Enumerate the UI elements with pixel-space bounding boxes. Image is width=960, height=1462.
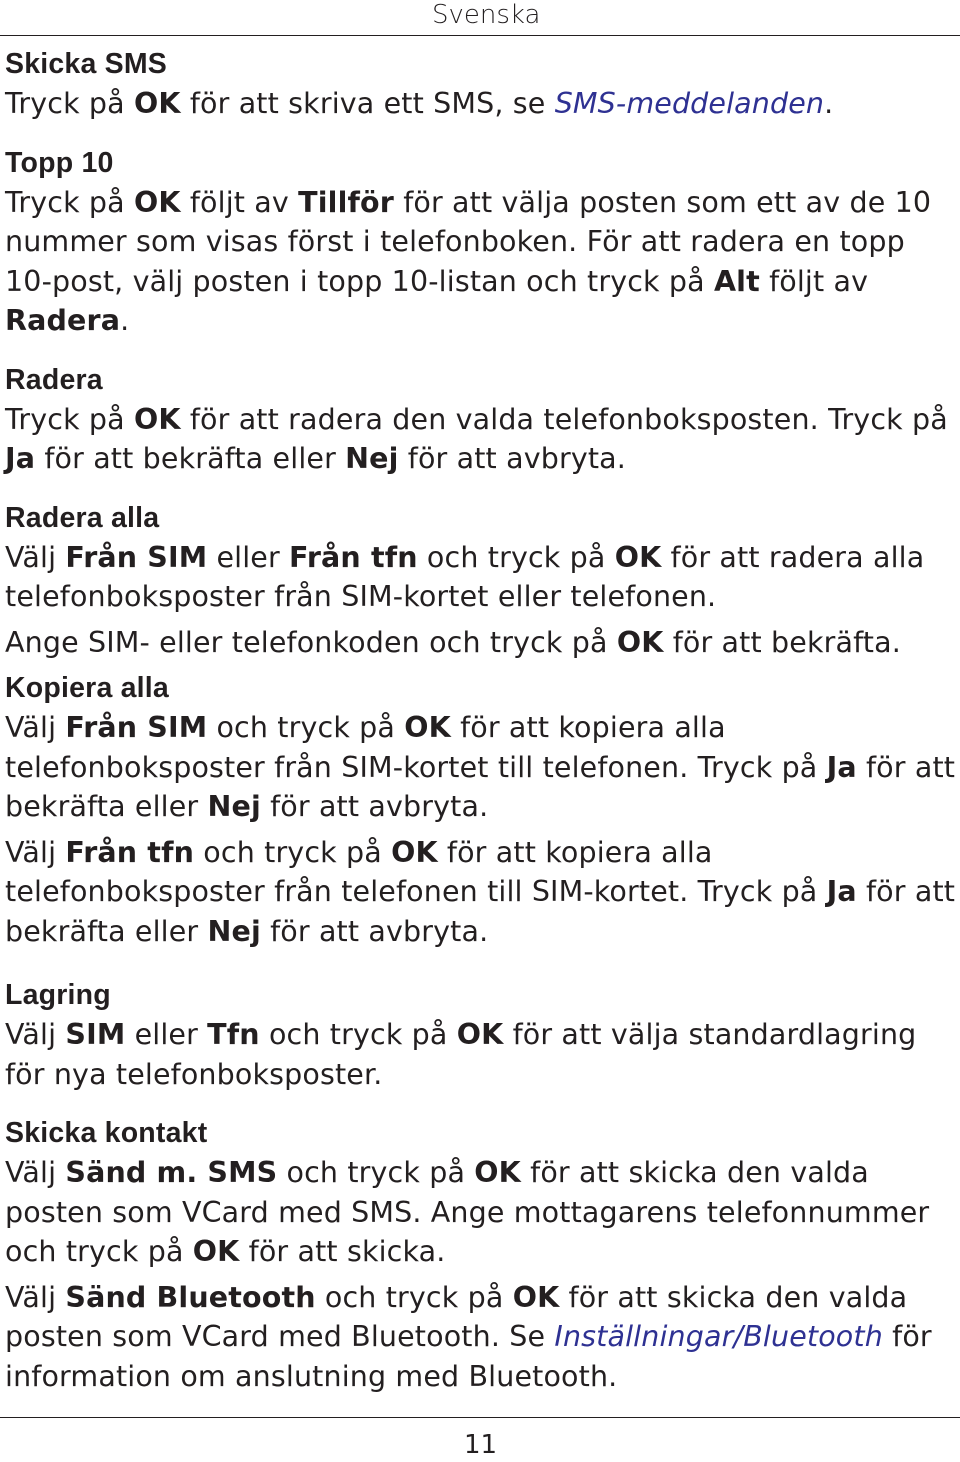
key-label: Från tfn	[65, 835, 195, 869]
text-run: Välj	[5, 1156, 66, 1189]
paragraph	[5, 183, 957, 341]
paragraph	[5, 1153, 957, 1272]
paragraph	[5, 833, 957, 952]
section-title: Skicka kontakt	[5, 1117, 208, 1149]
text-run: och tryck på	[259, 1018, 457, 1051]
text-run: följt av	[180, 185, 299, 219]
key-label: OK	[192, 1235, 240, 1268]
text-run: Tryck på	[5, 402, 135, 436]
section-radera	[5, 360, 957, 479]
header-divider	[0, 35, 960, 36]
key-label: OK	[512, 1280, 560, 1314]
text-run: och tryck på	[207, 711, 405, 744]
section-skicka-sms	[5, 44, 957, 124]
text-run: för information om anslutning med Bluetooth.	[5, 1320, 932, 1393]
text-run: och tryck på	[315, 1280, 513, 1314]
key-label: Från SIM	[65, 711, 208, 744]
key-label: Nej	[207, 914, 261, 948]
text-run: för att kopiera alla telefonboksposter från SIM-kortet till telefonen. Tryck på	[5, 711, 827, 784]
text-run: för att avbryta.	[260, 790, 489, 823]
text-run: för att bekräfta eller	[5, 750, 956, 823]
text-run: för att bekräfta.	[663, 625, 901, 659]
paragraph	[5, 538, 957, 617]
text-run: .	[824, 87, 834, 120]
key-label: OK	[404, 711, 451, 744]
text-run: för att bekräfta eller	[5, 875, 956, 948]
key-label: SIM	[65, 1018, 126, 1051]
key-label: OK	[456, 1018, 504, 1051]
key-label: Sänd m. SMS	[65, 1156, 278, 1189]
text-run: för att välja standardlagring för nya telefonboksposter.	[5, 1018, 917, 1091]
text-run: för att kopiera alla telefonboksposter från telefonen till SIM-kortet. Tryck på	[5, 835, 827, 908]
key-label: Sänd Bluetooth	[65, 1280, 316, 1314]
section-title: Radera alla	[5, 501, 160, 534]
paragraph	[5, 708, 957, 827]
text-run: för att avbryta.	[260, 914, 489, 948]
section-title: Skicka SMS	[5, 48, 168, 80]
paragraph	[5, 623, 957, 663]
text-run: Välj	[5, 835, 66, 869]
text-run: Välj	[5, 1018, 66, 1051]
key-label: Tfn	[207, 1018, 260, 1051]
paragraph	[5, 84, 957, 124]
text-run: Ange SIM- eller telefonkoden och tryck på	[5, 625, 617, 659]
text-run: Välj	[5, 711, 66, 744]
key-label: Från SIM	[65, 540, 208, 574]
text-run: för att bekräfta eller	[35, 442, 346, 475]
key-label: Radera	[5, 304, 121, 337]
cross-reference-link[interactable]: SMS-meddelanden	[554, 87, 825, 120]
section-radera-alla	[5, 498, 957, 663]
footer-divider	[0, 1417, 960, 1418]
text-run: för att skicka.	[239, 1235, 446, 1268]
text-run: följt av	[759, 264, 869, 298]
paragraph	[5, 400, 957, 479]
paragraph	[5, 1278, 957, 1397]
text-run: Tryck på	[5, 87, 135, 120]
key-label: OK	[616, 625, 664, 659]
text-run: för att välja posten som ett av de 10 nummer som visas först i telefonboken. För att radera en topp 10-post, välj posten i topp 10-listan och tryck på	[5, 185, 932, 298]
section-lagring	[5, 975, 957, 1094]
text-run: för att skicka den valda posten som VCard med SMS. Ange mottagarens telefonnummer och tryck på	[5, 1156, 930, 1268]
text-run: och tryck på	[194, 835, 392, 869]
text-run: för att radera den valda telefonboksposten. Tryck på	[180, 402, 948, 436]
key-label: Ja	[826, 750, 857, 784]
cross-reference-link[interactable]: Inställningar/Bluetooth	[554, 1320, 883, 1353]
paragraph	[5, 1015, 957, 1094]
text-run: och tryck på	[277, 1156, 475, 1189]
text-run: för att radera alla telefonboksposter från SIM-kortet eller telefonen.	[5, 540, 925, 613]
text-run: Välj	[5, 1280, 66, 1314]
header-language: Svenska	[432, 0, 541, 30]
section-title: Topp 10	[5, 146, 114, 179]
key-label: Ja	[5, 442, 36, 475]
key-label: OK	[614, 540, 662, 574]
page-content	[5, 44, 957, 1396]
section-title: Kopiera alla	[5, 672, 169, 704]
key-label: Alt	[713, 264, 760, 298]
text-run: och tryck på	[417, 540, 615, 574]
key-label: OK	[391, 835, 438, 869]
key-label: Nej	[345, 442, 399, 475]
key-label: OK	[134, 402, 181, 436]
section-kopiera-alla	[5, 668, 957, 951]
text-run: .	[120, 304, 130, 337]
section-title: Radera	[5, 363, 103, 396]
section-title: Lagring	[5, 979, 111, 1011]
text-run: Tryck på	[5, 185, 135, 219]
key-label: OK	[474, 1156, 521, 1189]
key-label: Nej	[207, 790, 261, 823]
text-run: Välj	[5, 540, 66, 574]
key-label: Tillför	[298, 185, 394, 219]
text-run: för att avbryta.	[398, 442, 626, 475]
text-run: eller	[207, 540, 290, 574]
key-label: OK	[134, 87, 181, 120]
key-label: Från tfn	[289, 540, 418, 574]
section-skicka-kontakt	[5, 1113, 957, 1396]
key-label: Ja	[826, 875, 857, 908]
text-run: eller	[125, 1018, 208, 1051]
text-run: för att skriva ett SMS, se	[180, 87, 555, 120]
key-label: OK	[134, 185, 181, 219]
page-number: 11	[464, 1430, 498, 1460]
text-run: för att skicka den valda posten som VCard med Bluetooth. Se	[5, 1280, 908, 1353]
section-topp-10	[5, 143, 957, 341]
